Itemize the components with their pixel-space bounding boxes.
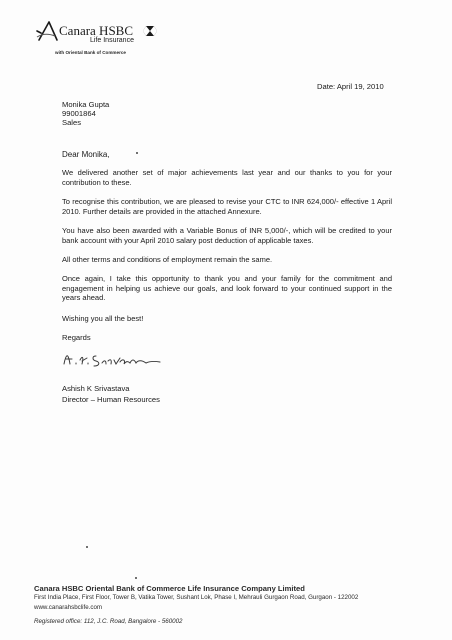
signer-name: Ashish K Srivastava: [62, 384, 130, 393]
brand-association: with Oriental Bank of Commerce: [55, 50, 126, 55]
footer-company-name: Canara HSBC Oriental Bank of Commerce Life Insurance Company Limited: [34, 584, 305, 593]
footer-registered-office: Registered office: 112, J.C. Road, Bangalore - 560002: [34, 618, 183, 625]
paragraph-thanks: We delivered another set of major achievements last year and our thanks to you for your contribution to these.: [62, 168, 392, 187]
letter-date: Date: April 19, 2010: [317, 82, 384, 91]
footer-address: First India Place, First Floor, Tower B, Vatika Tower, Sushant Lok, Phase I, Mehrauli Gurgaon Road, Gurgaon - 122002: [34, 594, 359, 601]
closing-regards: Regards: [62, 333, 91, 342]
brand-tagline: Life Insurance: [90, 37, 134, 44]
recipient-department: Sales: [62, 118, 81, 127]
recipient-employee-id: 99001864: [62, 109, 96, 118]
paragraph-closing-thanks: Once again, I take this opportunity to thank you and your family for the commitment and engagement in helping us achieve our goals, and look forward to your continued support in the years ahead.: [62, 274, 392, 303]
scan-speck: [86, 546, 88, 548]
paragraph-best-wishes: Wishing you all the best!: [62, 314, 144, 323]
hsbc-hexagon-logo-icon: [143, 26, 157, 36]
paragraph-ctc-revision: To recognise this contribution, we are pleased to revise your CTC to INR 624,000/- effective 1 April 2010. Further details are provided in the attached Annexure.: [62, 197, 392, 216]
company-logo: [35, 20, 175, 60]
signer-block: [62, 383, 160, 405]
footer-website: www.canarahsbclife.com: [34, 604, 103, 611]
paragraph-variable-bonus: You have also been awarded with a Variable Bonus of INR 5,000/-, which will be credited to your bank account with your April 2010 salary post deduction of applicable taxes.: [62, 226, 392, 245]
signer-title: Director – Human Resources: [62, 395, 160, 404]
scan-speck: [136, 152, 138, 154]
scan-speck: [135, 577, 137, 579]
salutation: Dear Monika,: [62, 150, 110, 159]
recipient-name: Monika Gupta: [62, 100, 110, 109]
recipient-block: [62, 100, 109, 127]
handwritten-signature: [60, 346, 180, 370]
paragraph-terms: All other terms and conditions of employment remain the same.: [62, 255, 273, 264]
brand-name: Canara HSBC: [59, 23, 134, 38]
